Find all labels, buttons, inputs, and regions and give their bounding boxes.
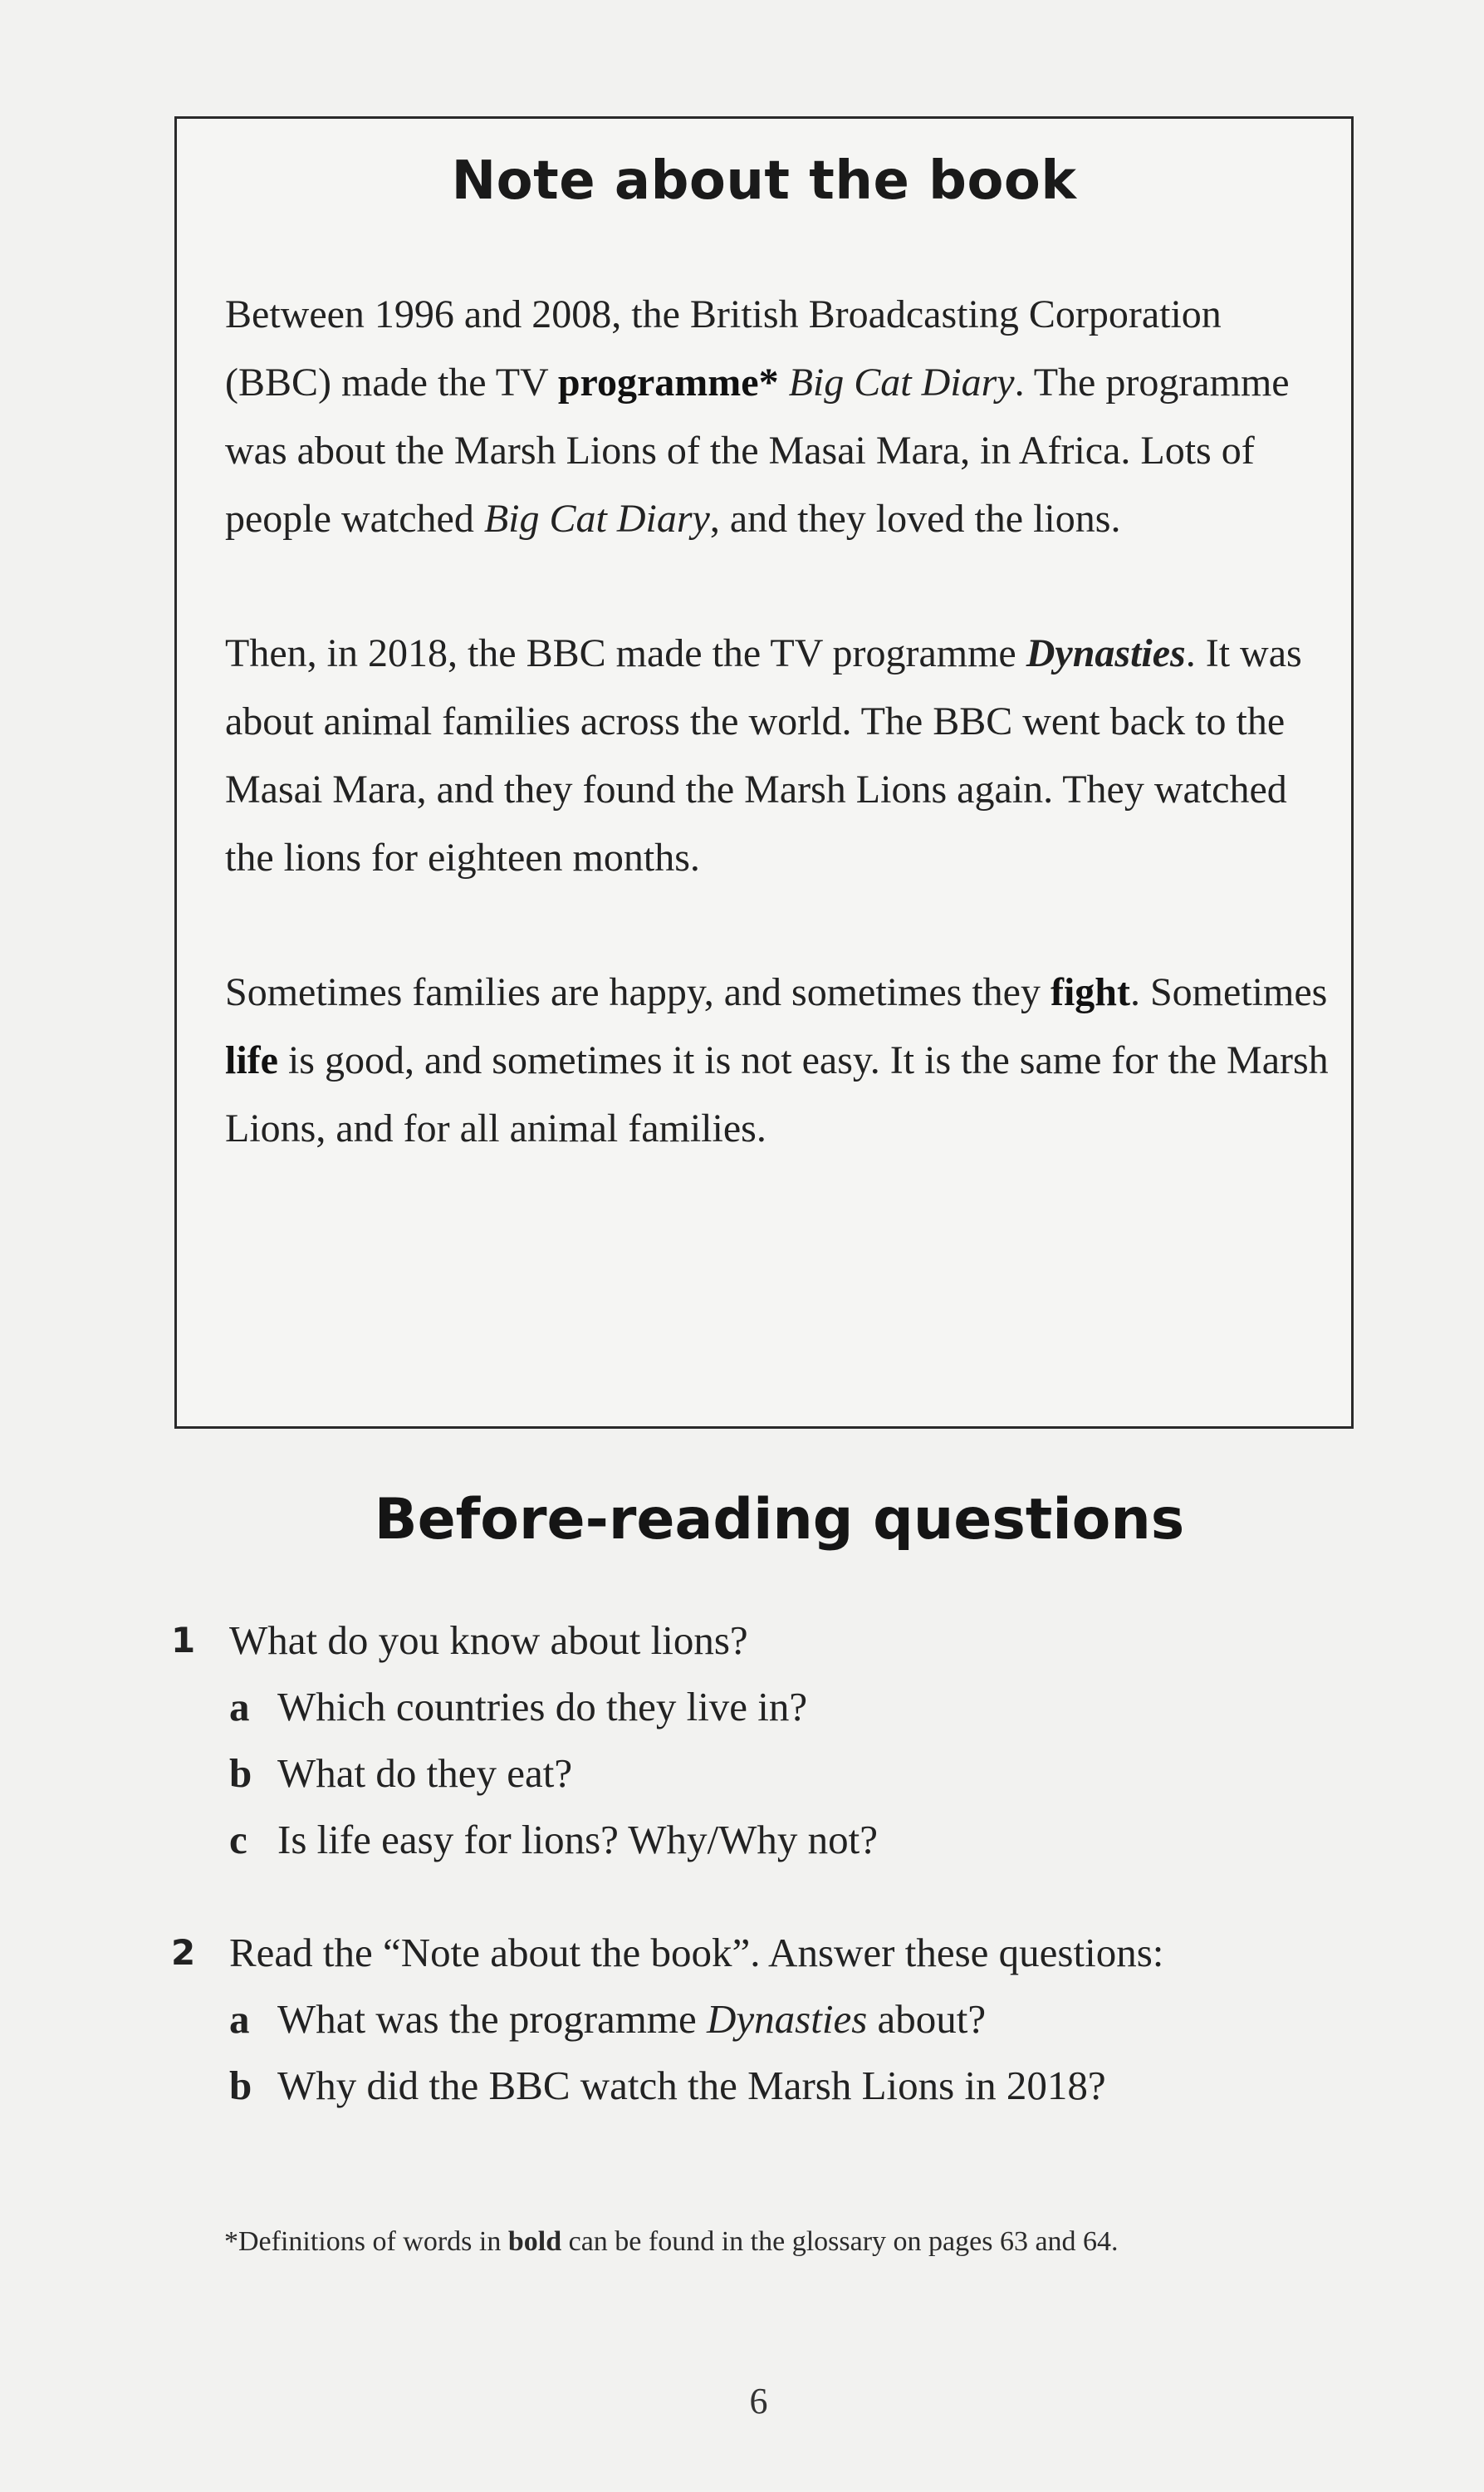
sub-question-letter: c	[229, 1817, 247, 1862]
programme-title-big-cat-diary: Big Cat Diary	[788, 361, 1015, 405]
text-span: , and they loved the lions.	[709, 497, 1121, 541]
note-box	[174, 116, 1354, 1429]
sub-question-letter: b	[229, 2063, 252, 2108]
sub-question-1a	[229, 1674, 1370, 1740]
note-paragraph-1	[225, 281, 1330, 553]
glossary-footnote	[224, 2226, 1354, 2258]
note-body	[225, 281, 1330, 1229]
text-span	[779, 361, 789, 405]
note-paragraph-2	[225, 620, 1330, 892]
note-title: Note about the book	[451, 150, 1077, 212]
sub-question-text: What do they eat?	[277, 1750, 573, 1796]
text-span: Between 1996 and 2008, the British Broadcasting Corporation (BBC) made the TV	[225, 292, 1222, 405]
questions-list	[166, 1607, 1370, 2166]
sub-question-letter: b	[229, 1750, 252, 1796]
page-number: 6	[749, 2381, 768, 2421]
questions-title: Before-reading questions	[374, 1487, 1185, 1553]
sub-question-text: Why did the BBC watch the Marsh Lions in 2018?	[277, 2063, 1106, 2108]
text-span: Sometimes families are happy, and sometimes they	[225, 970, 1051, 1014]
text-span: can be found in the glossary on pages 63 and 64.	[561, 2226, 1119, 2257]
sub-question-1b	[229, 1740, 1370, 1807]
sub-question-text: Is life easy for lions? Why/Why not?	[277, 1817, 879, 1862]
note-paragraph-3	[225, 959, 1330, 1163]
text-span: . Sometimes	[1129, 970, 1328, 1014]
sub-question-letter: a	[229, 1684, 250, 1729]
text-span: . The programme was about the Marsh Lions of the Masai Mara, in Africa. Lots of people watched	[225, 361, 1290, 541]
sub-question-text-pre: What was the programme	[277, 1996, 708, 2042]
programme-title-dynasties: Dynasties	[1026, 631, 1186, 675]
sub-question-letter: a	[229, 1996, 250, 2042]
glossary-word-programme: programme*	[557, 361, 779, 405]
question-number: 2	[171, 1932, 196, 1973]
glossary-word-fight: fight	[1050, 970, 1130, 1014]
sub-question-1c	[229, 1807, 1370, 1873]
sub-question-2a	[229, 1986, 1370, 2053]
question-text: Read the “Note about the book”. Answer these questions:	[229, 1930, 1164, 1975]
text-span: . It was about animal families across the world. The BBC went back to the Masai Mara, and they found the Marsh Lions again. They watched the lions for eighteen months.	[225, 631, 1302, 880]
question-text: What do you know about lions?	[229, 1617, 748, 1663]
glossary-word-life: life	[225, 1038, 278, 1082]
text-span: is good, and sometimes it is not easy. It is the same for the Marsh Lions, and for all animal families.	[225, 1038, 1329, 1150]
sub-question-2b	[229, 2053, 1370, 2119]
programme-title-big-cat-diary: Big Cat Diary	[483, 497, 710, 541]
text-span: Then, in 2018, the BBC made the TV programme	[225, 631, 1026, 675]
question-1	[166, 1607, 1370, 1873]
programme-title-dynasties: Dynasties	[707, 1996, 868, 2042]
sub-question-text-post: about?	[867, 1996, 987, 2042]
question-2	[166, 1920, 1370, 2119]
question-number: 1	[171, 1620, 196, 1661]
footnote-bold-word: bold	[507, 2226, 562, 2257]
sub-question-text: Which countries do they live in?	[277, 1684, 808, 1729]
text-span: *Definitions of words in	[224, 2226, 508, 2257]
